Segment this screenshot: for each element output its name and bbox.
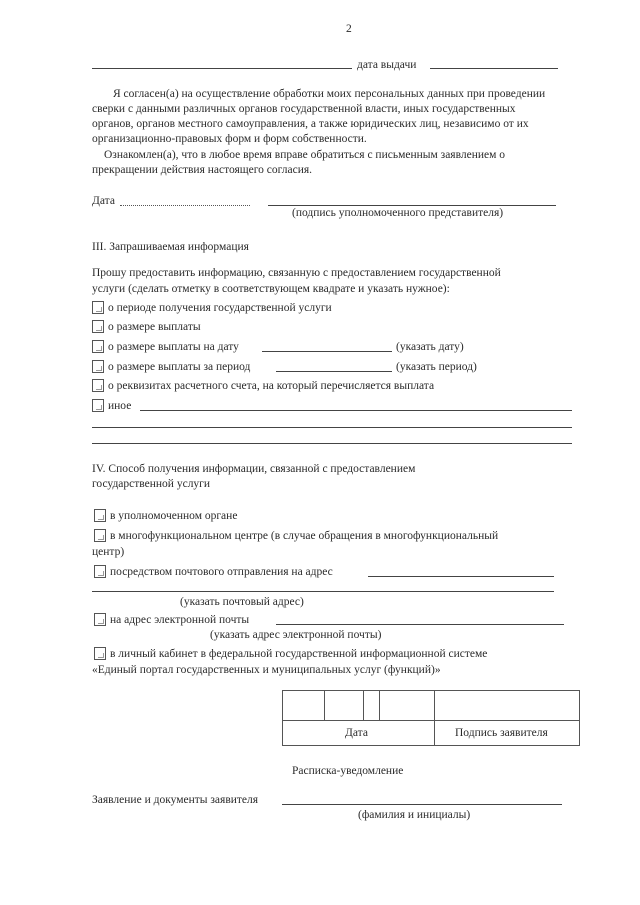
signature-caption: (подпись уполномоченного представителя)	[292, 207, 504, 219]
section3-intro-1: Прошу предоставить информацию, связанную с предоставлением государственной	[92, 267, 501, 279]
section4-option3-checkbox[interactable]	[94, 565, 106, 578]
section4-option5-label-1: в личный кабинет в федеральной государственной информационной системе	[110, 648, 488, 660]
table-row-separator	[283, 720, 579, 721]
table-signature-label: Подпись заявителя	[455, 727, 548, 739]
section3-option4-period-field[interactable]	[276, 371, 392, 372]
consent-line-2: сверки с данными различных органов государственной власти, иных государственных	[92, 103, 516, 115]
section3-intro-2: услуги (сделать отметку в соответствующем квадрате и указать нужное):	[92, 283, 450, 295]
issue-date-label: дата выдачи	[357, 59, 417, 71]
section4-option5-checkbox[interactable]	[94, 647, 106, 660]
section3-option6-checkbox[interactable]	[92, 399, 104, 412]
section3-option2-label: о размере выплаты	[108, 321, 201, 333]
section3-extra-line-2[interactable]	[92, 443, 572, 444]
section4-option3-hint: (указать почтовый адрес)	[180, 596, 304, 608]
table-divider	[379, 691, 380, 720]
section3-option4-checkbox[interactable]	[92, 360, 104, 373]
section3-option3-date-field[interactable]	[262, 351, 392, 352]
section3-option3-checkbox[interactable]	[92, 340, 104, 353]
section3-option2-checkbox[interactable]	[92, 320, 104, 333]
section3-option5-label: о реквизитах расчетного счета, на который перечисляется выплата	[108, 380, 435, 392]
section3-option4-hint: (указать период)	[396, 361, 477, 373]
section4-option4-checkbox[interactable]	[94, 613, 106, 626]
section4-option4-label: на адрес электронной почты	[110, 614, 250, 626]
consent-line-1: Я согласен(а) на осуществление обработки моих персональных данных при проведении	[113, 88, 546, 100]
document-line[interactable]	[92, 68, 352, 69]
section3-option6-label: иное	[108, 400, 132, 412]
consent-line-3: органов, органов местного самоуправления, а также юридических лиц, независимо от их	[92, 118, 529, 130]
table-divider	[434, 691, 435, 745]
section3-option3-hint: (указать дату)	[396, 341, 464, 353]
receipt-name-field[interactable]	[282, 804, 562, 805]
section3-extra-line-1[interactable]	[92, 427, 572, 428]
consent-line-6: прекращении действия настоящего согласия.	[92, 164, 313, 176]
issue-date-field[interactable]	[430, 68, 558, 69]
section4-option2-checkbox[interactable]	[94, 529, 106, 542]
section4-option4-hint: (указать адрес электронной почты)	[210, 629, 382, 641]
section3-option4-label: о размере выплаты за период	[108, 361, 251, 373]
section4-option1-checkbox[interactable]	[94, 509, 106, 522]
table-divider	[363, 691, 364, 720]
consent-line-4: организационно-правовых форм и форм собственности.	[92, 133, 367, 145]
section4-option1-label: в уполномоченном органе	[110, 510, 238, 522]
section3-option3-label: о размере выплаты на дату	[108, 341, 239, 353]
section4-option2-label-2: центр)	[92, 546, 125, 558]
section3-option1-checkbox[interactable]	[92, 301, 104, 314]
section4-postal-address-field[interactable]	[368, 576, 554, 577]
section3-heading: III. Запрашиваемая информация	[92, 241, 249, 253]
table-date-label: Дата	[345, 727, 368, 739]
section4-postal-address-line-2[interactable]	[92, 591, 554, 592]
page-number: 2	[346, 23, 352, 35]
section4-option3-label: посредством почтового отправления на адрес	[110, 566, 333, 578]
receipt-caption: (фамилия и инициалы)	[358, 809, 471, 821]
signature-date-field[interactable]	[120, 205, 250, 206]
signature-date-label: Дата	[92, 195, 115, 207]
consent-line-5: Ознакомлен(а), что в любое время вправе обратиться с письменным заявлением о	[104, 149, 506, 161]
receipt-docs-label: Заявление и документы заявителя	[92, 794, 259, 806]
receipt-title: Расписка-уведомление	[292, 765, 404, 777]
section4-email-field[interactable]	[276, 624, 564, 625]
section4-heading-1: IV. Способ получения информации, связанной с предоставлением	[92, 463, 416, 475]
date-signature-table	[282, 690, 580, 746]
section4-option2-label-1: в многофункциональном центре (в случае обращения в многофункциональный	[110, 530, 499, 542]
section4-option5-label-2: «Единый портал государственных и муниципальных услуг (функций)»	[92, 664, 441, 676]
table-divider	[324, 691, 325, 720]
section3-option6-field[interactable]	[140, 410, 572, 411]
section4-heading-2: государственной услуги	[92, 478, 211, 490]
section3-option5-checkbox[interactable]	[92, 379, 104, 392]
section3-option1-label: о периоде получения государственной услуги	[108, 302, 332, 314]
